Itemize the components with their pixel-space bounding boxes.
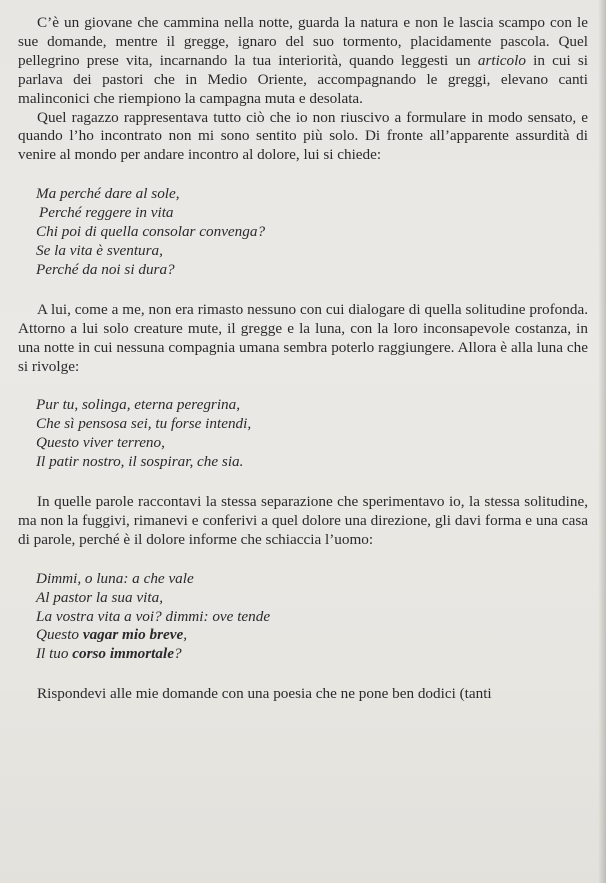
verse-line: Chi poi di quella consolar convenga? (36, 223, 266, 241)
verse-line: Se la vita è sventura, (36, 241, 163, 259)
prose-block-1 (18, 14, 588, 165)
verse-line: Dimmi, o luna: a che vale (36, 569, 194, 587)
italic-word: articolo (477, 51, 526, 69)
prose-block-2 (18, 301, 588, 377)
verse-line: Il tuo corso immortale? (36, 645, 182, 663)
verse-line: Al pastor la sua vita, (36, 588, 163, 606)
verse-block-2 (36, 396, 588, 472)
verse-line: Il patir nostro, il sospirar, che sia. (36, 453, 244, 471)
verse-block-3 (36, 570, 588, 665)
paragraph-3: A lui, come a me, non era rimasto nessuno con cui dialogare di quella solitudine profonda. Attorno a lui solo creature mute, il gregge e la luna, con la loro inconsapevole costanza, in una notte in cui nessuna compagnia umana sembra poterlo raggiungere. Allora è alla luna che si rivolge: (18, 300, 588, 375)
verse-line: Ma perché dare al sole, (36, 185, 180, 203)
verse-block-1 (36, 185, 588, 280)
verse-line: Perché reggere in vita (39, 204, 174, 222)
verse-line: Pur tu, solinga, eterna peregrina, (36, 396, 241, 414)
emphasis: vagar mio breve (82, 626, 184, 644)
verse-line: La vostra vita a voi? dimmi: ove tende (36, 607, 271, 625)
paragraph-2: Quel ragazzo rappresentava tutto ciò che io non riuscivo a formulare in modo sensato, e quando l’ho incontrato non mi sono sentito più solo. Di fronte all’apparente assurdità di venire al mondo per andare incontro al dolore, lui si chiede: (18, 108, 588, 164)
verse-line: Questo viver terreno, (36, 434, 165, 452)
prose-block-3 (18, 493, 588, 550)
prose-block-4 (18, 685, 588, 704)
verse-line: Che sì pensosa sei, tu forse intendi, (36, 415, 252, 433)
emphasis: corso immortale (72, 645, 174, 663)
paragraph-1: C’è un giovane che cammina nella notte, guarda la natura e non le lascia scampo con le sue domande, mentre il gregge, ignaro del suo tormento, placidamente pascola. Quel pellegrino prese vita, incarnando la tua interiorità, quando leggesti un articolo in cui si parlava dei pastori che in Medio Oriente, accompagnando le greggi, elevano canti malinconici che riempiono la campagna muta e desolata. (18, 14, 588, 107)
paragraph-4: In quelle parole raccontavi la stessa separazione che sperimentavo io, la stessa solitudine, ma non la fuggivi, rimanevi e conferivi a quel dolore una direzione, gli davi forma e una casa di parole, perché è il dolore informe che schiaccia l’uomo: (18, 493, 588, 548)
verse-line: Perché da noi si dura? (36, 260, 175, 278)
verse-line: Questo vagar mio breve, (36, 626, 188, 644)
paragraph-5: Rispondevi alle mie domande con una poesia che ne pone ben dodici (tanti (37, 685, 492, 703)
